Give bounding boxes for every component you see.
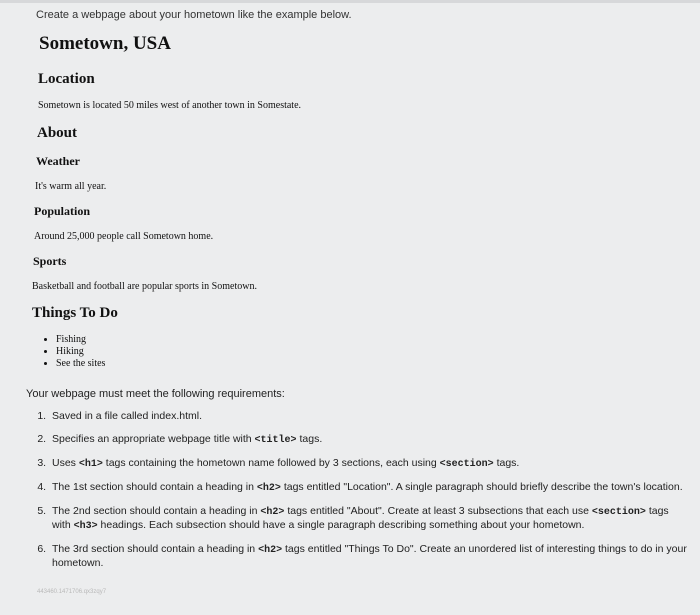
list-item: • Hiking: [56, 346, 105, 358]
requirement-item: 5. The 2nd section should contain a heading in <h2> tags entitled "About". Create at least 3 subsections that each use <section> tags with <h3> headings. Each subsection should have a single paragraph describing something about your hometown.: [49, 505, 689, 533]
things-list: [30, 334, 105, 370]
intro-text: Create a webpage about your hometown like the example below.: [36, 9, 352, 21]
watermark: 443460.1471706.qx3zqy7: [37, 589, 107, 595]
requirement-item: 1. Saved in a file called index.html.: [49, 410, 689, 423]
list-item: • See the sites: [56, 358, 105, 370]
top-border: [0, 0, 700, 3]
weather-text: It's warm all year.: [35, 181, 107, 192]
requirements-list: [36, 410, 689, 580]
about-heading: About: [37, 125, 78, 141]
requirement-item: 6. The 3rd section should contain a heading in <h2> tags entitled "Things To Do". Create an unordered list of interesting things to do in your hometown.: [49, 543, 689, 570]
location-text: Sometown is located 50 miles west of another town in Somestate.: [38, 100, 302, 111]
weather-heading: Weather: [36, 154, 80, 168]
example-h1: Sometown, USA: [39, 33, 171, 54]
things-heading: Things To Do: [32, 305, 118, 321]
sports-heading: Sports: [33, 254, 67, 268]
requirement-item: 3. Uses <h1> tags containing the hometown name followed by 3 sections, each using <section> tags.: [49, 457, 689, 471]
population-heading: Population: [34, 204, 91, 218]
sports-text: Basketball and football are popular sports in Sometown.: [32, 281, 257, 292]
requirements-intro: Your webpage must meet the following requirements:: [26, 388, 285, 400]
location-heading: Location: [38, 71, 95, 87]
requirement-item: 2. Specifies an appropriate webpage title with <title> tags.: [49, 433, 689, 447]
population-text: Around 25,000 people call Sometown home.: [34, 231, 214, 242]
list-item: • Fishing: [56, 334, 105, 346]
requirement-item: 4. The 1st section should contain a heading in <h2> tags entitled "Location". A single paragraph should briefly describe the town's location.: [49, 481, 689, 495]
